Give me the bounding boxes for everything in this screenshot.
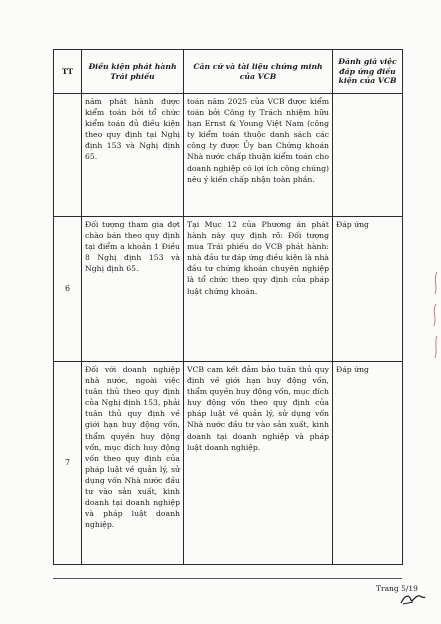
header-assessment: Đánh giá việc đáp ứng điều kiện của VCB xyxy=(333,50,403,94)
basis-cell: Tại Mục 12 của Phương án phát hành này quy định rõ: Đối tượng mua Trái phiếu do VCB phát hành: nhà đầu tư đáp ứng điều kiện là nhà đầu tư chứng khoán chuyên nghiệp là tổ chức theo quy định của pháp luật chứng khoán. xyxy=(184,217,333,362)
row-number: 6 xyxy=(54,217,82,362)
header-basis: Căn cứ và tài liệu chứng minh của VCB xyxy=(184,50,333,94)
table-row xyxy=(54,362,403,565)
table-row xyxy=(54,94,403,217)
footer-divider xyxy=(53,578,402,579)
condition-cell: năm phát hành được kiểm toán bởi tổ chức kiểm toán đủ điều kiện theo quy định tại Nghị định 153 và Nghị định 65. xyxy=(82,94,184,217)
bond-conditions-table xyxy=(53,49,403,565)
basis-cell: VCB cam kết đảm bảo tuân thủ quy định về giới hạn huy động vốn, thẩm quyền huy động vốn, mục đích huy động vốn theo quy định của pháp luật về quản lý, sử dụng vốn Nhà nước đầu tư vào sản xuất, kinh doanh tại doanh nghiệp và pháp luật doanh nghiệp. xyxy=(184,362,333,565)
assessment-cell: Đáp ứng xyxy=(333,362,403,565)
header-condition: Điều kiện phát hành Trái phiếu xyxy=(82,50,184,94)
table-row xyxy=(54,217,403,362)
basis-cell: toán năm 2025 của VCB được kiểm toán bởi Công ty Trách nhiệm hữu hạn Ernst & Young Việt Nam (công ty kiểm toán thuộc danh sách các công ty được Ủy ban Chứng khoán Nhà nước chấp thuận kiểm toán cho doanh nghiệp có lợi ích công chúng) nêu ý kiến chấp nhận toàn phần. xyxy=(184,94,333,217)
page-number: Trang 5/19 xyxy=(376,584,418,593)
row-number xyxy=(54,94,82,217)
condition-cell: Đối tượng tham gia đợt chào bán theo quy định tại điểm a khoản 1 Điều 8 Nghị định 153 và Nghị định 65. xyxy=(82,217,184,362)
initials-signature xyxy=(399,591,427,607)
assessment-cell: Đáp ứng xyxy=(333,217,403,362)
condition-cell: Đối với doanh nghiệp nhà nước, ngoài việc tuân thủ theo quy định của Nghị định 153, phải tuân thủ quy định về giới hạn huy động vốn, thẩm quyền huy động vốn, mục đích huy động vốn theo quy định của pháp luật về quản lý, sử dụng vốn Nhà nước đầu tư vào sản xuất, kinh doanh tại doanh nghiệp và pháp luật doanh nghiệp. xyxy=(82,362,184,565)
stamp-edge-mark xyxy=(431,270,439,360)
row-number: 7 xyxy=(54,362,82,565)
table-header-row xyxy=(54,50,403,94)
header-tt: TT xyxy=(54,50,82,94)
assessment-cell xyxy=(333,94,403,217)
